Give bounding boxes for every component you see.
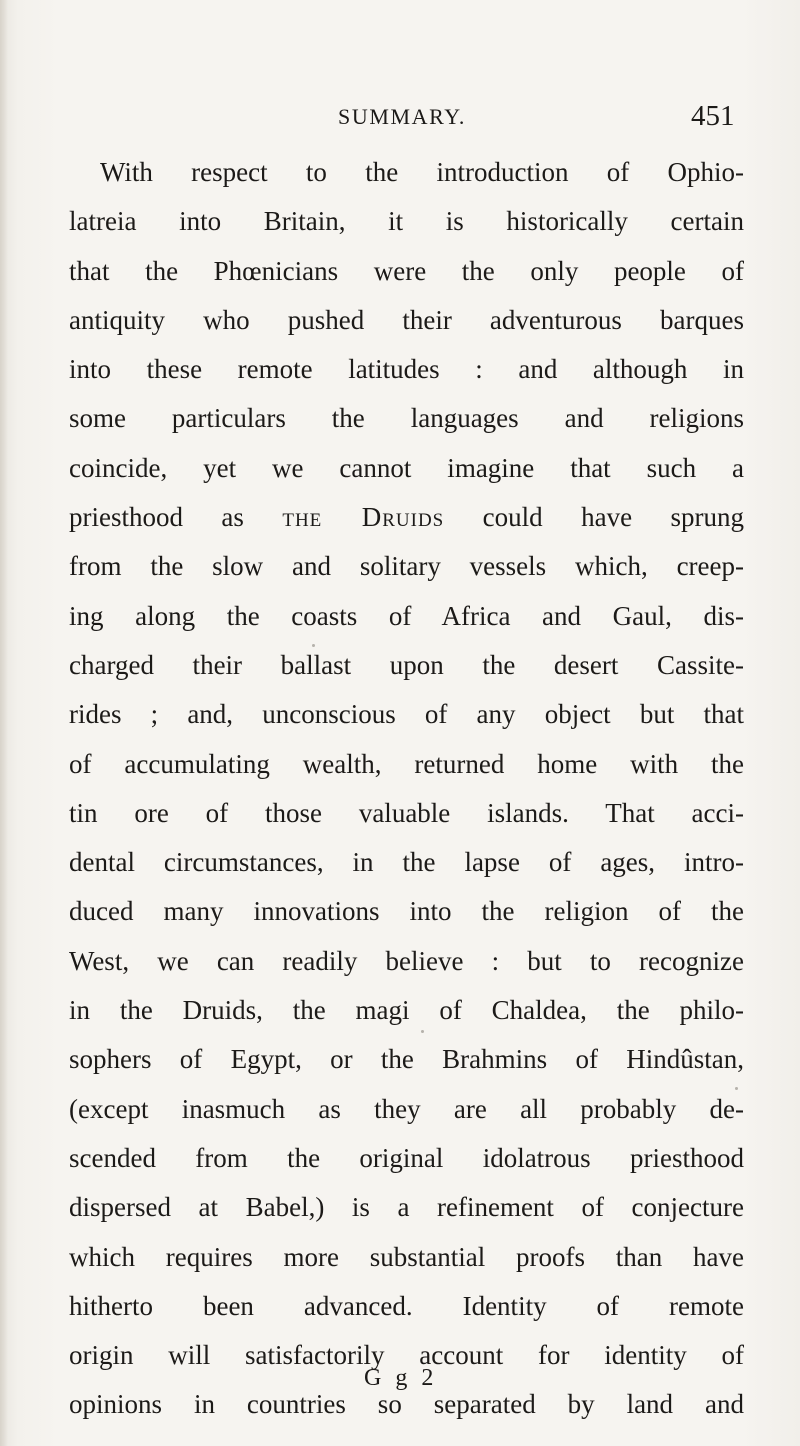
paper-speck [312, 644, 315, 647]
text-line: from the slow and solitary vessels which, creep- [69, 551, 744, 582]
text-line: sophers of Egypt, or the Brahmins of Hindûstan, [69, 1044, 744, 1075]
text-line: antiquity who pushed their adventurous barques [69, 304, 744, 335]
body-text [69, 148, 744, 1430]
text-line: rides ; and, unconscious of any object but that [69, 699, 744, 730]
text-fragment: could have sprung [444, 502, 744, 533]
running-title: SUMMARY. [338, 104, 466, 129]
text-line: in the Druids, the magi of Chaldea, the philo- [69, 995, 744, 1026]
paper-speck [421, 1030, 424, 1033]
text-line: ing along the coasts of Africa and Gaul, dis- [69, 600, 744, 631]
text-line: dispersed at Babel,) is a refinement of conjecture [69, 1192, 744, 1223]
smallcaps-druids: the Druids [282, 502, 445, 533]
text-line: hitherto been advanced. Identity of remote [69, 1290, 744, 1321]
text-line: of accumulating wealth, returned home with the [69, 748, 744, 779]
text-line: origin will satisfactorily account for identity of [69, 1340, 744, 1371]
text-line: scended from the original idolatrous priesthood [69, 1142, 744, 1173]
page-number: 451 [691, 100, 735, 132]
text-line: which requires more substantial proofs than have [69, 1241, 744, 1272]
text-line: charged their ballast upon the desert Cassite- [69, 649, 744, 680]
running-head [0, 84, 800, 132]
text-line: into these remote latitudes : and although in [69, 354, 744, 385]
text-line: that the Phœnicians were the only people of [69, 255, 744, 286]
text-line: (except inasmuch as they are all probably de- [69, 1093, 744, 1124]
paper-speck [735, 1087, 738, 1090]
text-line-druids [69, 493, 744, 542]
text-line: some particulars the languages and religions [69, 403, 744, 434]
text-line: coincide, yet we cannot imagine that such a [69, 452, 744, 483]
text-line: West, we can readily believe : but to recognize [69, 945, 744, 976]
text-line: dental circumstances, in the lapse of ages, intro- [69, 847, 744, 878]
signature-mark: G g 2 [364, 1365, 438, 1391]
text-line: duced many innovations into the religion of the [69, 896, 744, 927]
text-line: opinions in countries so separated by land and [69, 1389, 744, 1420]
text-line: With respect to the introduction of Ophio- [100, 157, 744, 187]
text-fragment: priesthood as [69, 502, 283, 533]
text-line: tin ore of those valuable islands. That acci- [69, 797, 744, 828]
page-gutter-shadow [0, 0, 8, 1446]
text-line: latreia into Britain, it is historically certain [69, 206, 744, 237]
